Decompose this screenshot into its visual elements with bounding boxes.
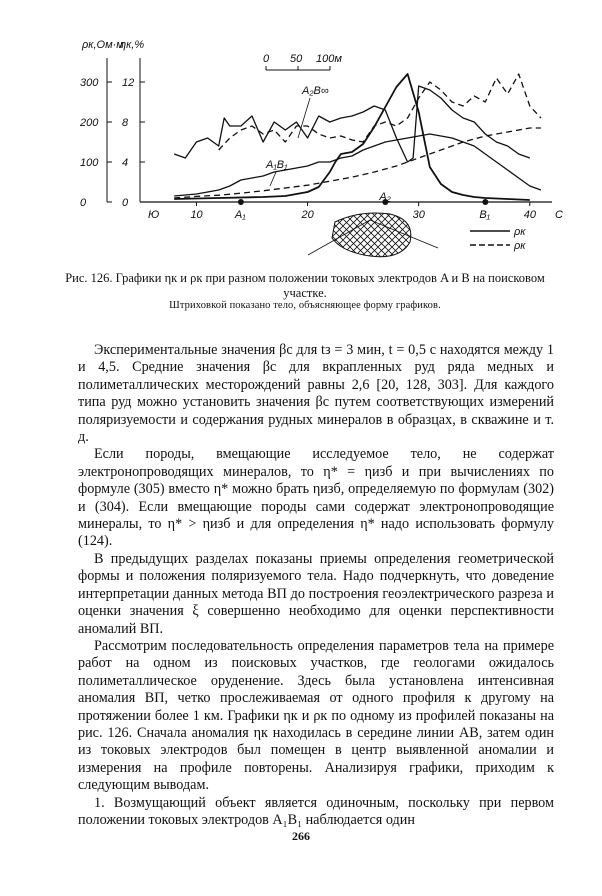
rho-tick-label: 100: [80, 157, 99, 169]
rho-tick-label: 0: [80, 197, 87, 209]
paragraph: 1. Возмущающий объект является одиночным, поскольку при первом положении токовых электродов A₁B₁ наблюдается один: [78, 794, 554, 828]
eta-tick-label: 4: [122, 157, 129, 169]
rho-tick-label: 300: [80, 77, 99, 89]
electrode-point-b1: [482, 199, 488, 205]
y-label-left: ρк,Ом·м: [82, 39, 124, 51]
paragraph: Экспериментальные значения βс для tз = 3 мин, t = 0,5 с находятся между 1 и 4,5. Средние значения βс для вкрапленных руд ряда медных и полиметаллических месторождений равны 2,6 [20, 128, 303]. Для каждого типа руд можно установить значения βс путем соответствующих измерений поляризуемости и содержания рудных минералов в образцах, в скважине и т. д.: [78, 342, 554, 446]
page-number: 266: [292, 829, 310, 843]
paragraph: Если породы, вмещающие исследуемое тело, не содержат электронопроводящих минералов, то η* = ηизб и при вычислениях по формуле (305) вместо η* можно брать ηизб, определяемую по формулам (302) и (304). Если вмещающие породы сами содержат электронопроводящие минералы, то η* > ηизб и для определения η* надо использовать формулу (124).: [78, 446, 554, 550]
paragraph: Рассмотрим последовательность определения параметров тела на примере работ на одном из поисковых участков, где геологами ожидалось полиметаллическое оруденение. Здесь была установлена интенсивная аномалия ВП, четко прослеживаемая от одного профиля к другому на протяжении более 1 км. Графики ηк и ρк по одному из профилей показаны на рис. 126. Сначала аномалия ηк находилась в середине линии AB, затем один из токовых электродов был помещен в центр выявленной аномалии и измерения на профиле повторены. Анализируя графики, приходим к следующим выводам.: [78, 637, 554, 794]
eta-tick-label: 12: [122, 77, 135, 89]
legend: [470, 226, 526, 252]
chart-svg: [70, 30, 570, 270]
curve-label-a1b1-leader: [270, 172, 276, 186]
x-tick-label: 10: [190, 209, 203, 221]
series-layer: [174, 74, 541, 200]
y-label-right: ηк,%: [120, 39, 145, 51]
series-line-4: [174, 74, 530, 200]
rho-tick-label: 200: [80, 117, 99, 129]
scale-bar: [263, 53, 342, 70]
electrode-label-b1: B₁: [479, 209, 491, 221]
figure-caption: [60, 271, 550, 301]
curve-label-a2binf: A₂B∞: [302, 85, 329, 97]
figure-caption-note: Штриховкой показано тело, объясняющее форму графиков.: [169, 300, 441, 311]
electrode-point-a1: [238, 199, 244, 205]
eta-tick-label: 0: [122, 197, 129, 209]
x-tick-label: 20: [301, 209, 314, 221]
legend-solid-label: ρк: [514, 226, 526, 238]
electrode-label-a2: A₂: [379, 191, 391, 203]
curve-label-a1b1: A₁B₁: [266, 159, 288, 171]
legend-dashed-label: ρк: [514, 240, 526, 252]
figure-caption-text: Графики ηк и ρк при разном положении токовых электродов A и B на поисковом участке.: [115, 271, 545, 300]
scale-tick-50: 50: [290, 53, 303, 65]
x-suffix-label: С: [555, 209, 563, 221]
x-start-label: Ю: [148, 209, 160, 221]
paragraph: В предыдущих разделах показаны приемы определения геометрической формы и положения поляризуемого тела. Надо подчеркнуть, что доведение интерпретации данных метода ВП до построения геоэлектрического разреза и оценки значения ξ совершенно необходимо для оценки перспективности аномалий ВП.: [78, 550, 554, 637]
electrode-label-a1: A₁: [234, 209, 246, 221]
x-tick-label: 30: [412, 209, 425, 221]
scale-tick-0: 0: [263, 53, 270, 65]
scale-tick-100: 100м: [316, 53, 342, 65]
eta-tick-label: 8: [122, 117, 129, 129]
x-tick-label: 40: [523, 209, 537, 221]
series-line-0: [174, 134, 541, 196]
axes: [79, 58, 563, 221]
body-text: [78, 342, 554, 829]
figure-caption-number: Рис. 126.: [65, 271, 113, 285]
figure-126: [70, 30, 570, 270]
